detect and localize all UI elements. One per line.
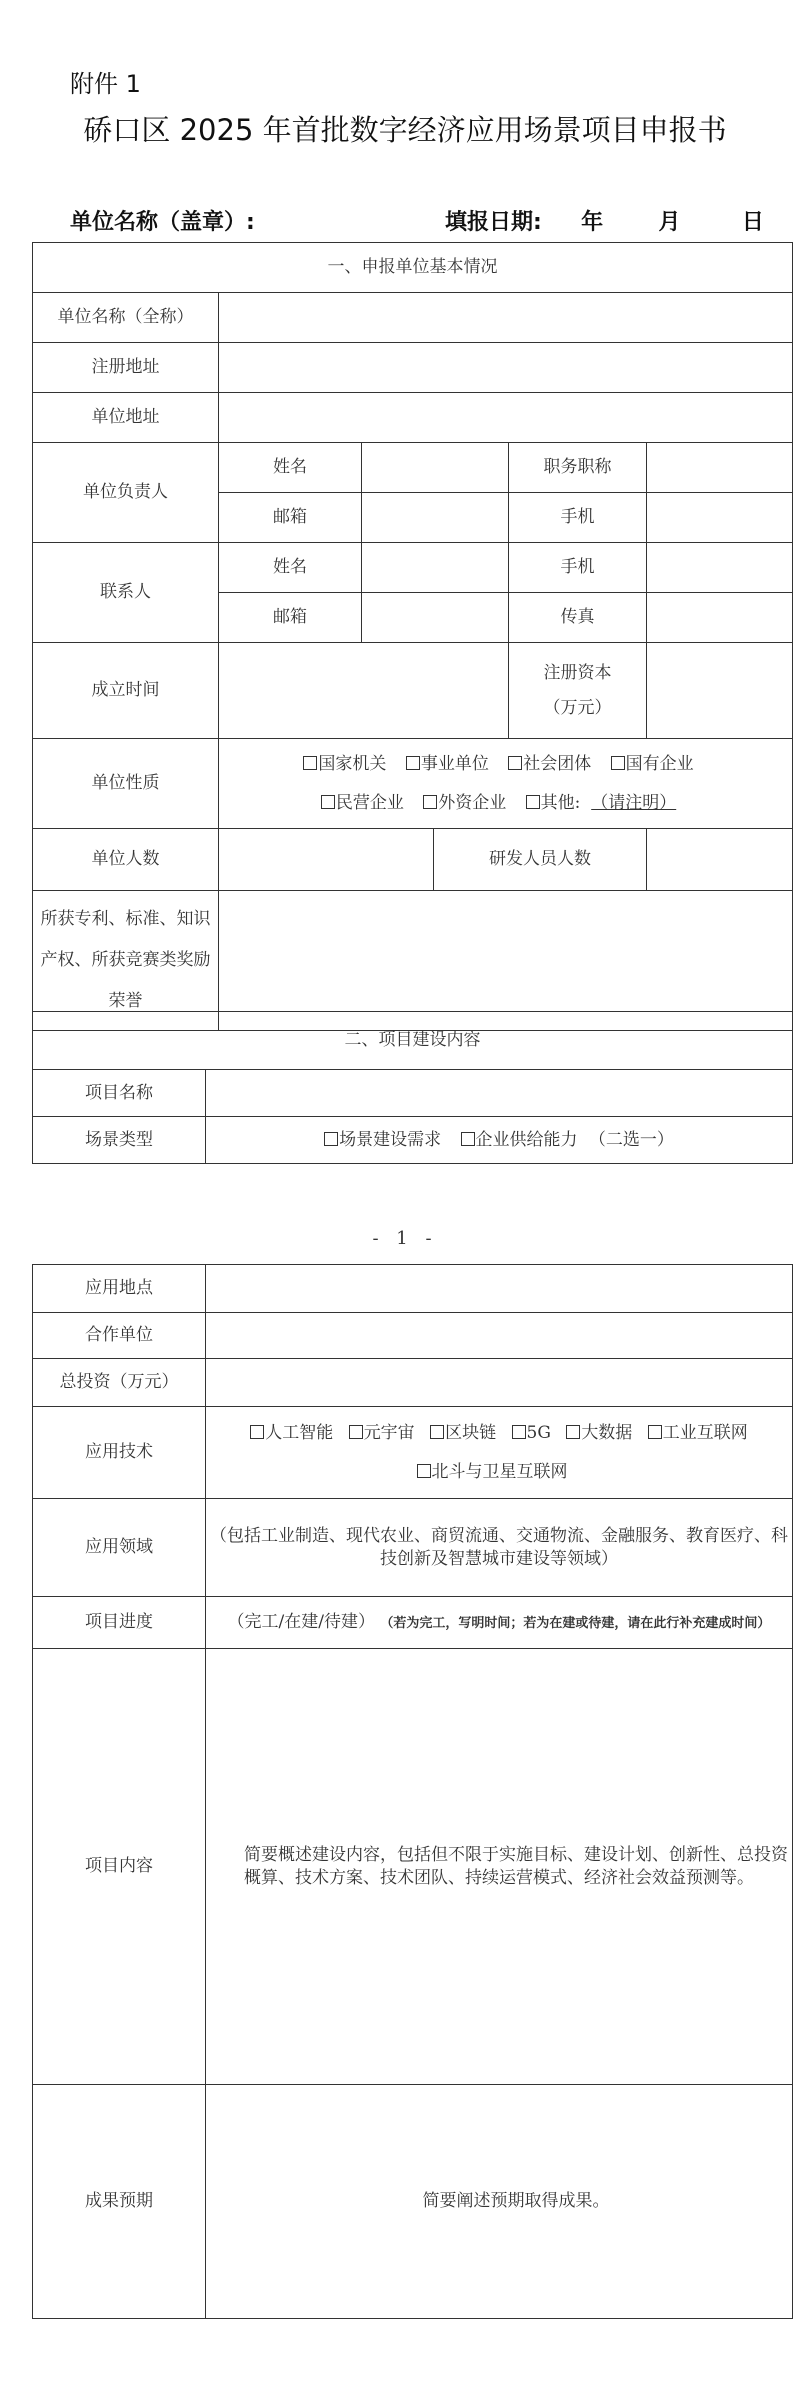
page-number: - 1 - — [372, 1228, 438, 1249]
nature-option-institution[interactable]: 事业单位 — [406, 753, 489, 776]
location-field[interactable] — [206, 1265, 793, 1313]
project-name-field[interactable] — [206, 1070, 793, 1117]
leader-title-label: 职务职称 — [509, 443, 647, 493]
reg-capital-label-line2: （万元） — [543, 697, 612, 718]
leader-mobile-field[interactable] — [647, 493, 793, 543]
progress-cell[interactable] — [206, 1597, 793, 1649]
month-label: 月 — [658, 210, 681, 235]
contact-mobile-label: 手机 — [509, 543, 647, 593]
nature-options — [219, 739, 793, 829]
checkbox-icon — [417, 1464, 431, 1478]
tech-option-iiot[interactable]: 工业互联网 — [648, 1422, 748, 1445]
checkbox-icon — [430, 1425, 444, 1439]
nature-other-note: （请注明） — [591, 792, 677, 813]
tech-option-metaverse[interactable]: 元宇宙 — [349, 1422, 415, 1445]
checkbox-icon — [250, 1425, 264, 1439]
scene-type-options — [206, 1117, 793, 1164]
staff-label: 单位人数 — [33, 829, 219, 891]
nature-option-other[interactable]: 其他: （请注明） — [526, 792, 677, 815]
fill-date-label: 填报日期: — [445, 210, 542, 235]
field-description: （包括工业制造、现代农业、商贸流通、交通物流、金融服务、教育医疗、科技创新及智慧城市建设等领域） — [206, 1499, 793, 1597]
reg-capital-label-line1: 注册资本 — [543, 662, 612, 683]
basic-info-table — [32, 242, 793, 1031]
section1-title: 一、申报单位基本情况 — [33, 243, 793, 293]
contact-fax-label: 传真 — [509, 593, 647, 643]
contact-email-label: 邮箱 — [219, 593, 362, 643]
unit-name-seal-label: 单位名称（盖章）: — [70, 210, 255, 235]
leader-name-field[interactable] — [362, 443, 509, 493]
unit-full-name-label: 单位名称（全称） — [33, 293, 219, 343]
tech-option-ai[interactable]: 人工智能 — [250, 1422, 333, 1445]
unit-address-label: 单位地址 — [33, 393, 219, 443]
honors-field[interactable] — [219, 891, 793, 1031]
checkbox-icon — [324, 1132, 338, 1146]
scene-option-supply[interactable]: 企业供给能力 — [461, 1129, 578, 1152]
day-label: 日 — [741, 210, 764, 235]
attachment-label: 附件 1 — [70, 70, 141, 98]
section2-title: 二、项目建设内容 — [33, 1012, 793, 1070]
outcome-label: 成果预期 — [33, 2085, 206, 2319]
staff-field[interactable] — [219, 829, 434, 891]
project-table-bottom — [32, 1264, 793, 2319]
contact-label: 联系人 — [33, 543, 219, 643]
leader-email-label: 邮箱 — [219, 493, 362, 543]
fill-date-line — [445, 205, 764, 236]
partner-label: 合作单位 — [33, 1313, 206, 1359]
checkbox-icon — [611, 756, 625, 770]
checkbox-icon — [508, 756, 522, 770]
investment-label: 总投资（万元） — [33, 1359, 206, 1407]
checkbox-icon — [648, 1425, 662, 1439]
scene-type-label: 场景类型 — [33, 1117, 206, 1164]
founded-field[interactable] — [219, 643, 509, 739]
location-label: 应用地点 — [33, 1265, 206, 1313]
rd-staff-field[interactable] — [647, 829, 793, 891]
reg-capital-label — [509, 643, 647, 739]
page-title: 硚口区 2025 年首批数字经济应用场景项目申报书 — [83, 113, 727, 147]
leader-label: 单位负责人 — [33, 443, 219, 543]
project-table-top — [32, 1011, 793, 1164]
tech-option-5g[interactable]: 5G — [512, 1422, 551, 1445]
outcome-description[interactable]: 简要阐述预期取得成果。 — [206, 2085, 793, 2319]
content-label: 项目内容 — [33, 1649, 206, 2085]
nature-option-state[interactable]: 国有企业 — [611, 753, 694, 776]
contact-name-label: 姓名 — [219, 543, 362, 593]
contact-fax-field[interactable] — [647, 593, 793, 643]
progress-description: （完工/在建/待建） — [227, 1612, 376, 1633]
honors-label: 所获专利、标准、知识 产权、所获竞赛类奖励 荣誉 — [33, 891, 219, 1031]
unit-address-field[interactable] — [219, 393, 793, 443]
checkbox-icon — [406, 756, 420, 770]
contact-name-field[interactable] — [362, 543, 509, 593]
checkbox-icon — [461, 1132, 475, 1146]
tech-options — [206, 1407, 793, 1499]
project-name-label: 项目名称 — [33, 1070, 206, 1117]
scene-type-note: （二选一） — [588, 1129, 674, 1150]
investment-field[interactable] — [206, 1359, 793, 1407]
leader-email-field[interactable] — [362, 493, 509, 543]
progress-note: （若为完工，写明时间；若为在建或待建，请在此行补充建成时间） — [380, 1616, 771, 1632]
year-label: 年 — [581, 210, 604, 235]
unit-full-name-field[interactable] — [219, 293, 793, 343]
reg-capital-field[interactable] — [647, 643, 793, 739]
field-label: 应用领域 — [33, 1499, 206, 1597]
scene-option-demand[interactable]: 场景建设需求 — [324, 1129, 441, 1152]
checkbox-icon — [423, 795, 437, 809]
founded-label: 成立时间 — [33, 643, 219, 739]
checkbox-icon — [349, 1425, 363, 1439]
checkbox-icon — [526, 795, 540, 809]
leader-title-field[interactable] — [647, 443, 793, 493]
nature-option-gov[interactable]: 国家机关 — [303, 753, 386, 776]
content-description[interactable]: 简要概述建设内容，包括但不限于实施目标、建设计划、创新性、总投资概算、技术方案、技术团队、持续运营模式、经济社会效益预测等。 — [206, 1649, 793, 2085]
nature-option-social[interactable]: 社会团体 — [508, 753, 591, 776]
nature-option-foreign[interactable]: 外资企业 — [423, 792, 506, 815]
nature-option-private[interactable]: 民营企业 — [321, 792, 404, 815]
nature-label: 单位性质 — [33, 739, 219, 829]
reg-address-label: 注册地址 — [33, 343, 219, 393]
progress-label: 项目进度 — [33, 1597, 206, 1649]
leader-name-label: 姓名 — [219, 443, 362, 493]
contact-mobile-field[interactable] — [647, 543, 793, 593]
checkbox-icon — [321, 795, 335, 809]
contact-email-field[interactable] — [362, 593, 509, 643]
leader-mobile-label: 手机 — [509, 493, 647, 543]
rd-staff-label: 研发人员人数 — [434, 829, 647, 891]
checkbox-icon — [303, 756, 317, 770]
tech-option-beidou[interactable]: 北斗与卫星互联网 — [417, 1461, 568, 1484]
partner-field[interactable] — [206, 1313, 793, 1359]
tech-label: 应用技术 — [33, 1407, 206, 1499]
tech-option-bigdata[interactable]: 大数据 — [566, 1422, 632, 1445]
checkbox-icon — [512, 1425, 526, 1439]
reg-address-field[interactable] — [219, 343, 793, 393]
tech-option-blockchain[interactable]: 区块链 — [430, 1422, 496, 1445]
checkbox-icon — [566, 1425, 580, 1439]
